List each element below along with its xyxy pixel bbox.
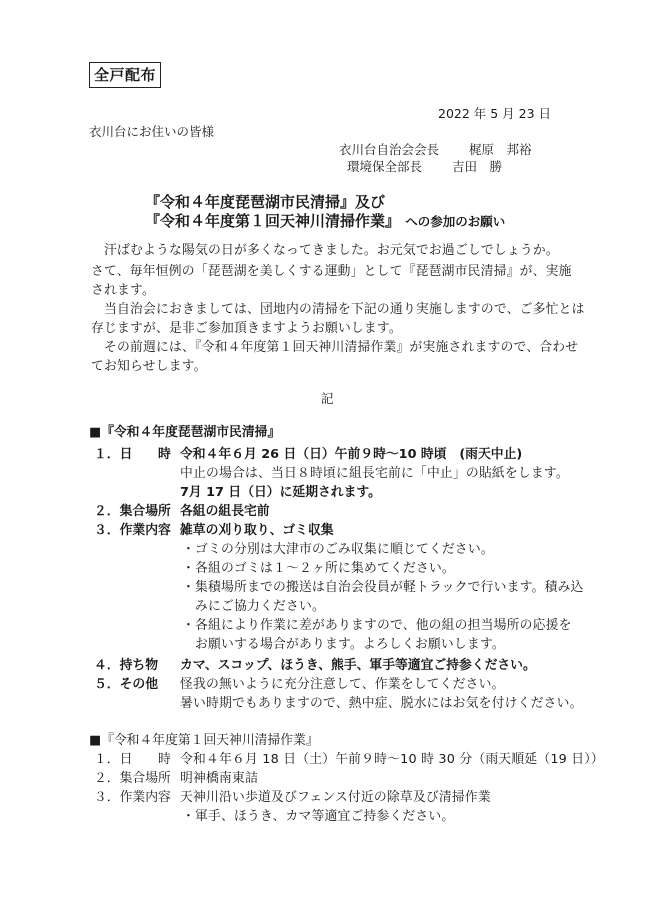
body-line-1: 汗ばむような陽気の日が多くなってきました。お元気でお過ごしでしょうか。 [104,243,559,258]
section1-date-postpone: 7月 17 日（日）に延期されます。 [180,485,381,500]
title-line-1: 『令和４年度琵琶湖市民清掃』及び [145,193,386,211]
section1-work-note-6: お願いする場合があります。よろしくお願いします。 [182,637,505,652]
ki-marker: 記 [321,391,334,406]
sender-1 [339,140,532,158]
body-line-2: さて、毎年恒例の「琵琶湖を美しくする運動」として『琵琶湖市民清掃』が、実施 [91,264,572,279]
section1-other-line-1: 怪我の無いように充分注意して、作業をしてください。 [180,677,505,692]
section1-work-note-1: ・ゴミの分別は大津市のごみ収集に順じてください。 [182,542,494,557]
section1-heading: ■『令和４年度琵琶湖市民清掃』 [89,425,281,440]
body-line-4: 当自治会におきましては、団地内の清掃を下記の通り実施しますので、ご多忙とは [104,302,585,317]
title-line-2-main: 『令和４年度第１回天神川清掃作業』 [145,212,401,230]
section1-work-label: ３．作業内容 [94,523,171,538]
section1-work-value: 雑草の刈り取り、ゴミ収集 [180,523,334,538]
section1-items-value: カマ、スコップ、ほうき、熊手、軍手等適宜ご持参ください。 [180,658,536,673]
sender-1-title: 衣川台自治会会長 [339,142,440,157]
section1-other-label: ５．その他 [94,677,158,692]
document-date: 2022 年 5 月 23 日 [438,106,552,121]
distribution-stamp: 全戸配布 [89,62,161,88]
section2-heading: ■『令和４年度第１回天神川清掃作業』 [89,733,319,748]
section2-work-note: ・軍手、ほうき、カマ等適宜ご持参ください。 [182,809,455,824]
section2-date-value: 令和４年６月 18 日（土）午前９時～10 時 30 分（雨天順延（19 日）） [180,752,604,767]
sender-2-title: 環境保全部長 [347,159,423,174]
section2-place-label: ２．集合場所 [94,771,171,786]
body-line-5: 存じますが、是非ご参加頂きますようお願いします。 [91,321,402,336]
section2-place-value: 明神橋南東詰 [180,771,258,786]
section1-work-note-4: みにご協力ください。 [182,599,325,614]
body-line-7: てお知らせします。 [91,359,207,374]
section1-date-value: 令和４年６月 26 日（日）午前９時～10 時頃 (雨天中止) [180,447,523,462]
addressee: 衣川台にお住いの皆様 [89,124,215,139]
sender-2 [347,157,502,175]
sender-1-name: 梶原 邦裕 [468,142,532,157]
section1-place-value: 各組の組長宅前 [180,504,270,519]
sender-2-name: 吉田 勝 [451,159,502,174]
body-line-3: されます。 [91,283,155,298]
section2-date-label: １．日 時 [94,752,171,767]
title-line-2 [145,210,505,231]
section1-work-note-3: ・集積場所までの搬送は自治会役員が軽トラックで行います。積み込 [182,580,584,595]
section1-work-note-5: ・各組により作業に差がありますので、他の組の担当場所の応援を [182,618,572,633]
section1-place-label: ２．集合場所 [94,504,171,519]
section1-work-note-2: ・各組のゴミは１～２ヶ所に集めてください。 [182,561,455,576]
section1-date-note: 中止の場合は、当日８時頃に組長宅前に「中止」の貼紙をします。 [180,466,569,481]
section2-work-label: ３．作業内容 [94,790,171,805]
section1-other-line-2: 暑い時期でもありますので、熱中症、脱水にはお気を付けください。 [180,696,583,711]
title-line-2-suffix: への参加のお願い [405,214,506,229]
body-line-6: その前週には、『令和４年度第１回天神川清掃作業』が実施されますので、合わせ [104,340,579,355]
section1-date-label: １．日 時 [94,447,171,462]
section1-items-label: ４．持ち物 [94,658,158,673]
section2-work-value: 天神川沿い歩道及びフェンス付近の除草及び清掃作業 [180,790,491,805]
